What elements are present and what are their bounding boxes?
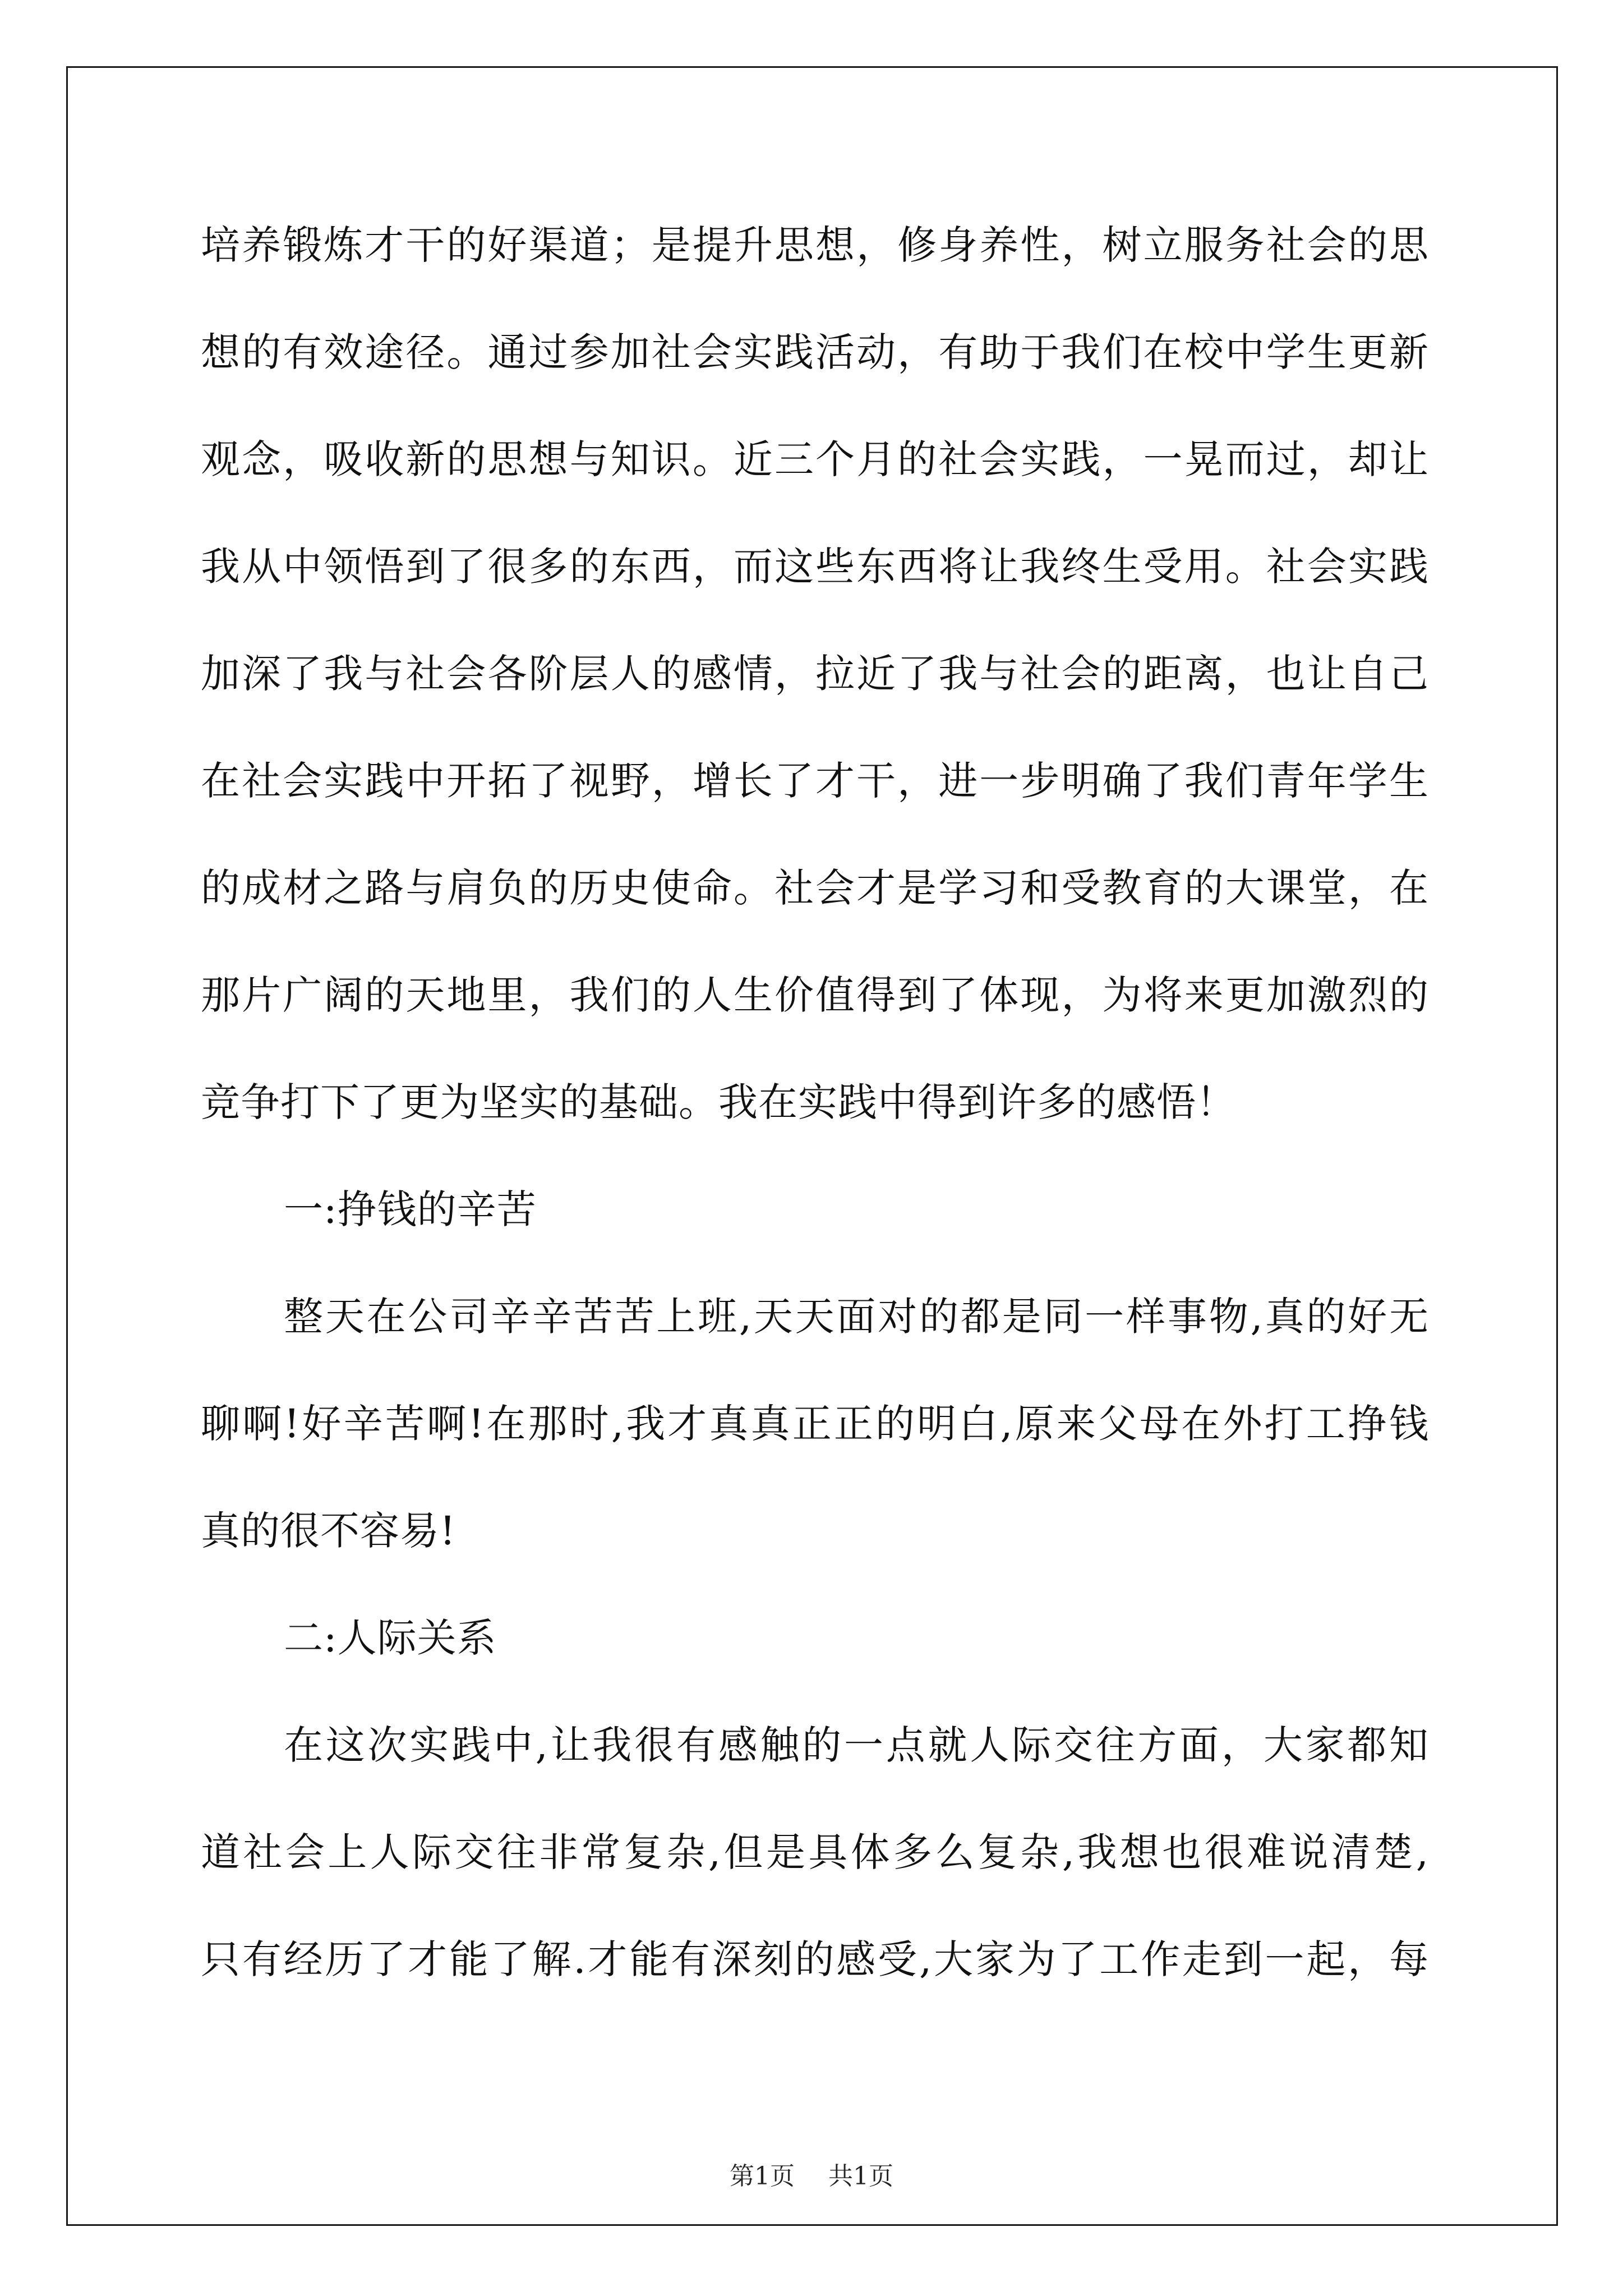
paragraph-line: 整天在公司辛辛苦苦上班,天天面对的都是同一样事物,真的好无 [284,1294,1429,1340]
document-body [201,213,1429,2035]
paragraph-line: 加深了我与社会各阶层人的感情，拉近了我与社会的距离，也让自己 [201,651,1429,697]
paragraph-line: 在社会实践中开拓了视野，增长了才干，进一步明确了我们青年学生 [201,758,1429,804]
paragraph-line: 在这次实践中,让我很有感触的一点就人际交往方面，大家都知 [284,1722,1429,1768]
paragraph-line: 只有经历了才能了解.才能有深刻的感受,大家为了工作走到一起，每 [201,1936,1429,1982]
paragraph-line: 真的很不容易! [201,1508,457,1554]
paragraph-line: 那片广阔的天地里，我们的人生价值得到了体现，为将来更加激烈的 [201,972,1429,1018]
paragraph-line: 聊啊!好辛苦啊!在那时,我才真真正正的明白,原来父母在外打工挣钱 [201,1401,1429,1447]
paragraph-line: 想的有效途径。通过参加社会实践活动，有助于我们在校中学生更新 [201,329,1429,375]
paragraph-line: 的成材之路与肩负的历史使命。社会才是学习和受教育的大课堂，在 [201,865,1429,911]
section-heading: 一:挣钱的辛苦 [284,1186,537,1232]
page-number: 第1页 [730,2162,795,2191]
paragraph-line: 我从中领悟到了很多的东西，而这些东西将让我终生受用。社会实践 [201,544,1429,590]
paragraph-line: 观念，吸收新的思想与知识。近三个月的社会实践，一晃而过，却让 [201,436,1429,482]
paragraph-line: 培养锻炼才干的好渠道；是提升思想，修身养性，树立服务社会的思 [201,222,1429,268]
paragraph-line: 道社会上人际交往非常复杂,但是具体多么复杂,我想也很难说清楚, [201,1829,1429,1875]
section-heading: 二:人际关系 [284,1615,497,1661]
page-footer [0,2160,1623,2193]
paragraph-line: 竞争打下了更为坚实的基础。我在实践中得到许多的感悟！ [201,1079,1236,1125]
page-total: 共1页 [828,2162,893,2191]
